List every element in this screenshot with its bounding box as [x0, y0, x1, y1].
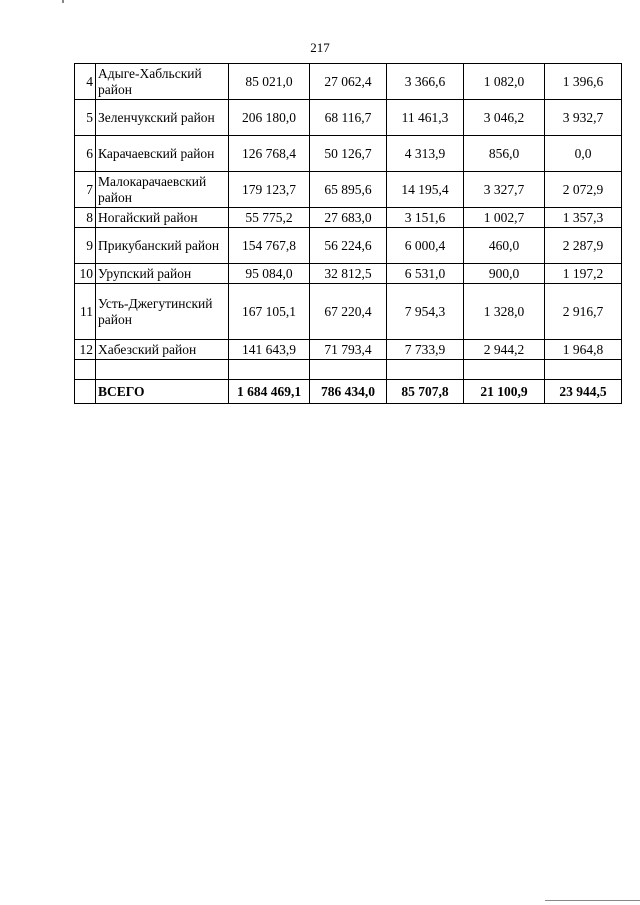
total-label: ВСЕГО	[96, 380, 229, 404]
value-cell: 1 396,6	[545, 64, 622, 100]
value-cell: 460,0	[464, 228, 545, 264]
empty-cell	[464, 360, 545, 380]
budget-table	[74, 63, 622, 404]
value-cell: 55 775,2	[229, 208, 310, 228]
empty-cell	[545, 360, 622, 380]
district-name: Малокарачаевский район	[96, 172, 229, 208]
empty-cell	[96, 360, 229, 380]
table-row	[75, 228, 622, 264]
blank-row	[75, 360, 622, 380]
value-cell: 2 072,9	[545, 172, 622, 208]
row-number: 11	[75, 284, 96, 340]
value-cell: 1 082,0	[464, 64, 545, 100]
value-cell: 3 366,6	[387, 64, 464, 100]
district-name: Урупский район	[96, 264, 229, 284]
value-cell: 71 793,4	[310, 340, 387, 360]
row-number: 8	[75, 208, 96, 228]
value-cell: 126 768,4	[229, 136, 310, 172]
row-number: 6	[75, 136, 96, 172]
row-number: 12	[75, 340, 96, 360]
value-cell: 6 000,4	[387, 228, 464, 264]
value-cell: 32 812,5	[310, 264, 387, 284]
district-name: Адыге-Хабльский район	[96, 64, 229, 100]
total-value: 1 684 469,1	[229, 380, 310, 404]
value-cell: 3 327,7	[464, 172, 545, 208]
value-cell: 65 895,6	[310, 172, 387, 208]
empty-cell	[310, 360, 387, 380]
value-cell: 6 531,0	[387, 264, 464, 284]
value-cell: 141 643,9	[229, 340, 310, 360]
value-cell: 27 683,0	[310, 208, 387, 228]
district-name: Хабезский район	[96, 340, 229, 360]
value-cell: 0,0	[545, 136, 622, 172]
district-name: Карачаевский район	[96, 136, 229, 172]
empty-cell	[75, 380, 96, 404]
total-row	[75, 380, 622, 404]
empty-cell	[387, 360, 464, 380]
row-number: 4	[75, 64, 96, 100]
value-cell: 2 944,2	[464, 340, 545, 360]
value-cell: 206 180,0	[229, 100, 310, 136]
value-cell: 900,0	[464, 264, 545, 284]
table-row	[75, 284, 622, 340]
value-cell: 7 733,9	[387, 340, 464, 360]
value-cell: 1 328,0	[464, 284, 545, 340]
district-name: Прикубанский район	[96, 228, 229, 264]
row-number: 7	[75, 172, 96, 208]
value-cell: 4 313,9	[387, 136, 464, 172]
value-cell: 179 123,7	[229, 172, 310, 208]
district-name: Зеленчукский район	[96, 100, 229, 136]
value-cell: 167 105,1	[229, 284, 310, 340]
district-name: Ногайский район	[96, 208, 229, 228]
value-cell: 67 220,4	[310, 284, 387, 340]
value-cell: 7 954,3	[387, 284, 464, 340]
value-cell: 1 002,7	[464, 208, 545, 228]
value-cell: 3 151,6	[387, 208, 464, 228]
value-cell: 1 357,3	[545, 208, 622, 228]
total-value: 23 944,5	[545, 380, 622, 404]
value-cell: 50 126,7	[310, 136, 387, 172]
scan-mark	[62, 0, 64, 3]
table-row	[75, 264, 622, 284]
district-name: Усть-Джегутинский район	[96, 284, 229, 340]
value-cell: 1 964,8	[545, 340, 622, 360]
row-number: 5	[75, 100, 96, 136]
value-cell: 85 021,0	[229, 64, 310, 100]
value-cell: 14 195,4	[387, 172, 464, 208]
table-row	[75, 64, 622, 100]
scan-mark	[545, 900, 640, 901]
table-row	[75, 208, 622, 228]
value-cell: 27 062,4	[310, 64, 387, 100]
empty-cell	[75, 360, 96, 380]
row-number: 10	[75, 264, 96, 284]
total-value: 21 100,9	[464, 380, 545, 404]
value-cell: 154 767,8	[229, 228, 310, 264]
value-cell: 95 084,0	[229, 264, 310, 284]
value-cell: 11 461,3	[387, 100, 464, 136]
value-cell: 2 916,7	[545, 284, 622, 340]
table-row	[75, 340, 622, 360]
value-cell: 3 932,7	[545, 100, 622, 136]
row-number: 9	[75, 228, 96, 264]
value-cell: 56 224,6	[310, 228, 387, 264]
value-cell: 3 046,2	[464, 100, 545, 136]
value-cell: 1 197,2	[545, 264, 622, 284]
page-number: 217	[310, 40, 330, 55]
empty-cell	[229, 360, 310, 380]
value-cell: 2 287,9	[545, 228, 622, 264]
value-cell: 68 116,7	[310, 100, 387, 136]
table-row	[75, 136, 622, 172]
table-row	[75, 100, 622, 136]
total-value: 786 434,0	[310, 380, 387, 404]
table-row	[75, 172, 622, 208]
total-value: 85 707,8	[387, 380, 464, 404]
value-cell: 856,0	[464, 136, 545, 172]
